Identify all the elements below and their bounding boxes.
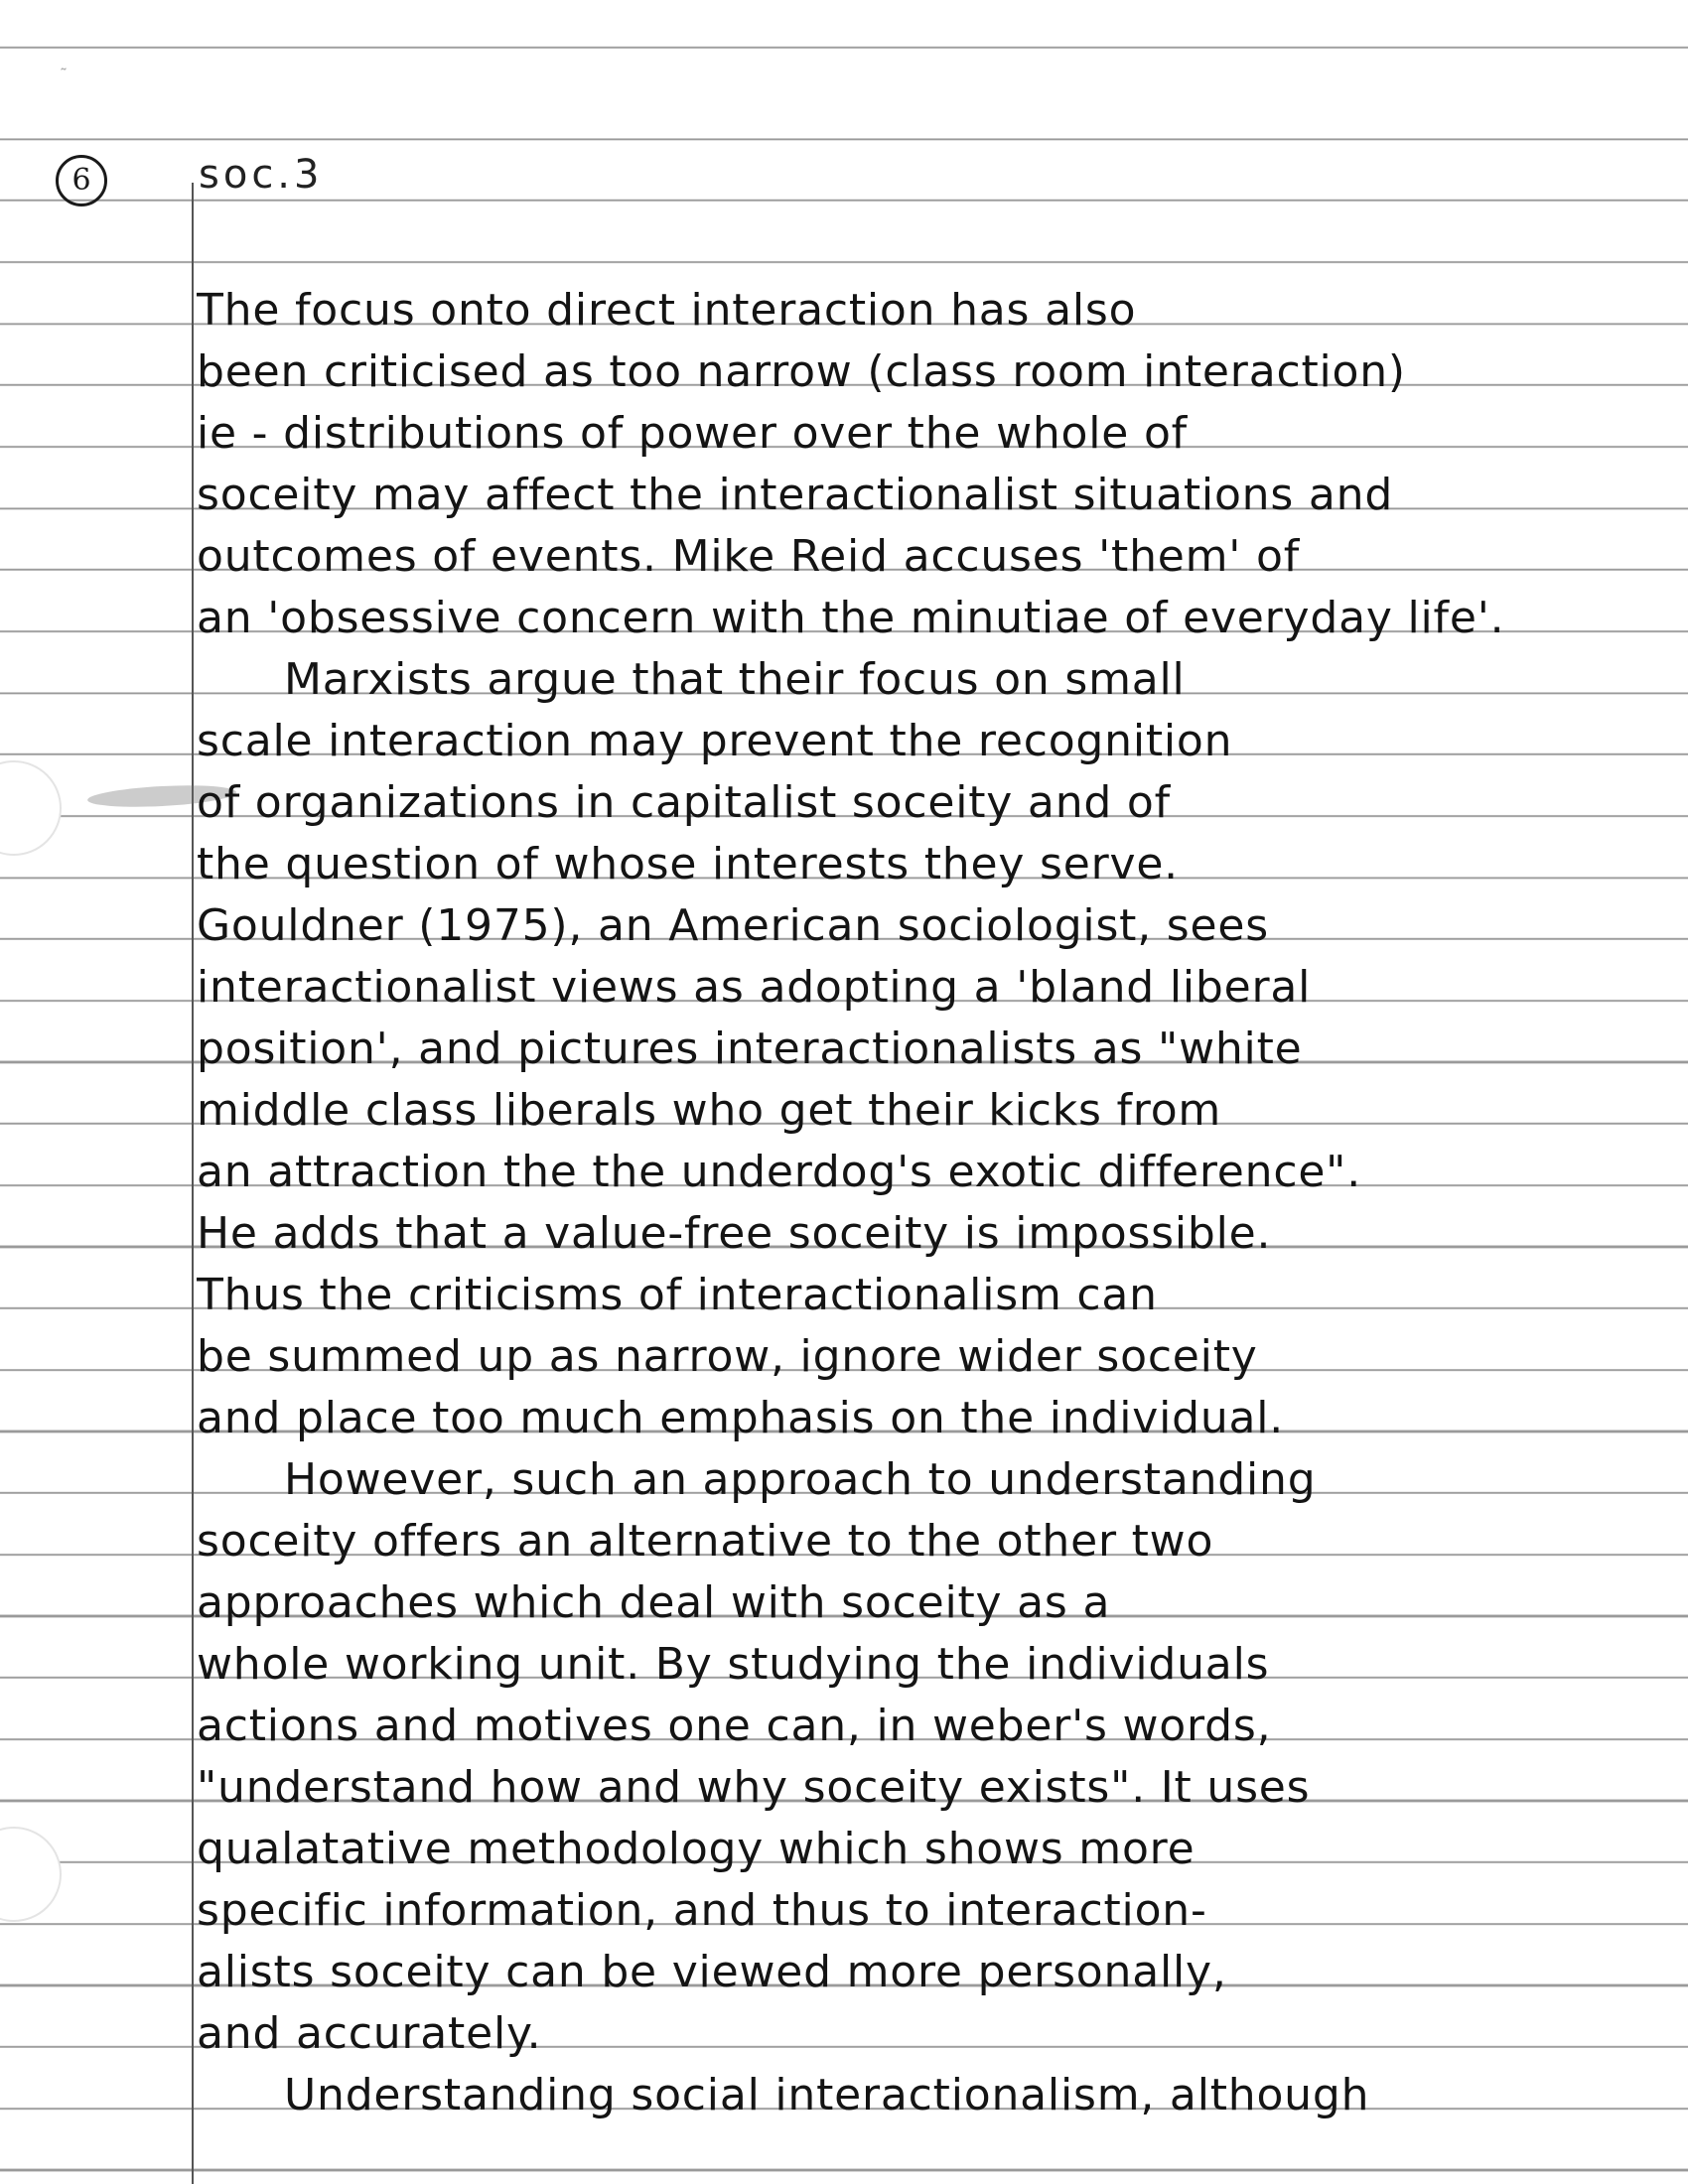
punch-hole bbox=[0, 1827, 62, 1922]
text-line: the question of whose interests they serve. bbox=[197, 839, 1179, 889]
text-line: scale interaction may prevent the recognition bbox=[197, 716, 1233, 766]
text-line: "understand how and why soceity exists". It uses bbox=[197, 1762, 1311, 1813]
text-line: outcomes of events. Mike Reid accuses 'them' of bbox=[197, 531, 1300, 582]
text-line: specific information, and thus to interaction- bbox=[197, 1885, 1207, 1936]
text-line: soceity may affect the interactionalist situations and bbox=[197, 470, 1394, 520]
page-header: soc.3 bbox=[199, 152, 324, 198]
handwritten-text bbox=[197, 280, 1626, 2126]
text-line: an 'obsessive concern with the minutiae of everyday life'. bbox=[197, 593, 1505, 643]
text-line: approaches which deal with soceity as a bbox=[197, 1577, 1111, 1628]
text-line: However, such an approach to understanding bbox=[284, 1454, 1317, 1505]
text-line: whole working unit. By studying the individuals bbox=[197, 1639, 1270, 1690]
text-line: Understanding social interactionalism, although bbox=[284, 2070, 1370, 2120]
text-line: and place too much emphasis on the individual. bbox=[197, 1393, 1285, 1443]
text-line: and accurately. bbox=[197, 2008, 542, 2059]
text-line: alists soceity can be viewed more personally, bbox=[197, 1947, 1227, 1997]
margin-line bbox=[192, 183, 194, 2184]
text-line: ie - distributions of power over the whole of bbox=[197, 408, 1188, 459]
text-line: qualatative methodology which shows more bbox=[197, 1824, 1196, 1874]
punch-hole bbox=[0, 760, 62, 856]
text-line: The focus onto direct interaction has also bbox=[197, 285, 1137, 336]
corner-mark: ˜ bbox=[60, 66, 68, 84]
text-line: middle class liberals who get their kicks from bbox=[197, 1085, 1222, 1136]
text-line: of organizations in capitalist soceity and of bbox=[197, 777, 1171, 828]
text-line: be summed up as narrow, ignore wider soceity bbox=[197, 1331, 1258, 1382]
text-line: interactionalist views as adopting a 'bland liberal bbox=[197, 962, 1312, 1013]
text-line: Marxists argue that their focus on small bbox=[284, 654, 1186, 705]
text-line: He adds that a value-free soceity is impossible. bbox=[197, 1208, 1272, 1259]
text-line: Thus the criticisms of interactionalism can bbox=[197, 1270, 1158, 1320]
text-line: been criticised as too narrow (class room interaction) bbox=[197, 346, 1406, 397]
text-line: soceity offers an alternative to the other two bbox=[197, 1516, 1214, 1567]
text-line: an attraction the the underdog's exotic difference". bbox=[197, 1147, 1362, 1197]
text-line: position', and pictures interactionalists as "white bbox=[197, 1024, 1303, 1074]
text-line: actions and motives one can, in weber's words, bbox=[197, 1701, 1272, 1751]
page-number: 6 bbox=[56, 155, 107, 206]
text-line: Gouldner (1975), an American sociologist, sees bbox=[197, 900, 1269, 951]
